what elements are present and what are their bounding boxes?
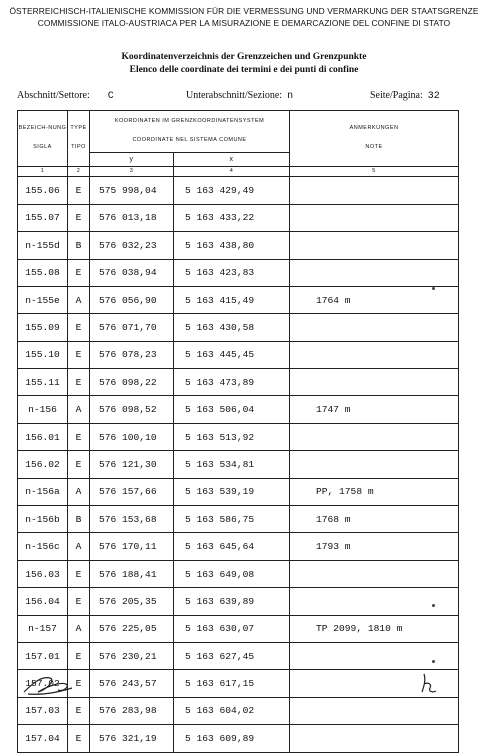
section-value: C [107, 91, 114, 102]
col-header-notes [290, 111, 459, 167]
col-header-y: y [90, 153, 174, 167]
cell-type: E [68, 369, 90, 396]
cell-note [290, 314, 459, 341]
cell-id: 155.07 [18, 204, 68, 231]
cell-y: 576 153,68 [90, 506, 174, 533]
col-header-id [18, 111, 68, 167]
table-row [18, 560, 459, 587]
cell-x: 5 163 645,64 [174, 533, 290, 560]
table-row [18, 341, 459, 368]
col-number-1: 1 [18, 167, 68, 177]
page-label: Seite/Pagina: [370, 90, 423, 101]
cell-x: 5 163 534,81 [174, 451, 290, 478]
table-row [18, 533, 459, 560]
cell-type: B [68, 232, 90, 259]
cell-y: 576 098,22 [90, 369, 174, 396]
table-row [18, 286, 459, 313]
subsection-field [186, 90, 293, 102]
col-header-type [68, 111, 90, 167]
cell-note [290, 259, 459, 286]
cell-id: 157.02 [18, 670, 68, 697]
col-header-note-it: NOTE [365, 144, 383, 151]
cell-note: 1768 m [290, 506, 459, 533]
cell-id: n-155d [18, 232, 68, 259]
cell-y: 576 225,05 [90, 615, 174, 642]
cell-type: E [68, 177, 90, 204]
col-number-4: 4 [174, 167, 290, 177]
cell-note [290, 642, 459, 669]
cell-y: 576 243,57 [90, 670, 174, 697]
cell-x: 5 163 586,75 [174, 506, 290, 533]
cell-id: 155.08 [18, 259, 68, 286]
cell-y: 576 283,98 [90, 697, 174, 724]
col-header-coord-de: KOORDINATEN IM GRENZKOORDINATENSYSTEM [114, 118, 265, 125]
cell-note [290, 341, 459, 368]
cell-x: 5 163 438,80 [174, 232, 290, 259]
section-field [17, 90, 114, 102]
cell-type: E [68, 697, 90, 724]
cell-note [290, 423, 459, 450]
cell-y: 576 230,21 [90, 642, 174, 669]
cell-note [290, 177, 459, 204]
cell-id: 155.10 [18, 341, 68, 368]
table-row [18, 642, 459, 669]
cell-type: A [68, 615, 90, 642]
cell-note [290, 369, 459, 396]
cell-x: 5 163 445,45 [174, 341, 290, 368]
cell-note [290, 588, 459, 615]
coordinates-table [17, 110, 459, 753]
document-title-de: Koordinatenverzeichnis der Grenzzeichen und Grenzpunkte [121, 52, 367, 62]
cell-y: 576 188,41 [90, 560, 174, 587]
cell-y: 576 013,18 [90, 204, 174, 231]
margin-dot [432, 660, 435, 663]
cell-id: 157.03 [18, 697, 68, 724]
table-row [18, 396, 459, 423]
col-header-type-de: TYPE [70, 125, 87, 132]
cell-x: 5 163 430,58 [174, 314, 290, 341]
cell-type: E [68, 204, 90, 231]
cell-x: 5 163 513,92 [174, 423, 290, 450]
subsection-label: Unterabschnitt/Sezione: [186, 90, 283, 101]
table-row [18, 369, 459, 396]
cell-x: 5 163 423,83 [174, 259, 290, 286]
cell-note: 1764 m [290, 286, 459, 313]
table-row [18, 588, 459, 615]
cell-type: E [68, 314, 90, 341]
cell-id: n-156 [18, 396, 68, 423]
cell-y: 576 170,11 [90, 533, 174, 560]
cell-x: 5 163 630,07 [174, 615, 290, 642]
table-row [18, 423, 459, 450]
cell-type: E [68, 259, 90, 286]
col-number-5: 5 [290, 167, 459, 177]
table-row [18, 478, 459, 505]
cell-x: 5 163 627,45 [174, 642, 290, 669]
cell-id: 155.11 [18, 369, 68, 396]
cell-id: n-155e [18, 286, 68, 313]
cell-y: 576 100,10 [90, 423, 174, 450]
cell-y: 576 078,23 [90, 341, 174, 368]
commission-header-it: COMMISSIONE ITALO-AUSTRIACA PER LA MISURAZIONE E DEMARCAZIONE DEL CONFINE DI STATO [37, 18, 451, 28]
cell-type: A [68, 533, 90, 560]
cell-id: 156.03 [18, 560, 68, 587]
cell-x: 5 163 609,89 [174, 725, 290, 752]
cell-y: 576 038,94 [90, 259, 174, 286]
table-row [18, 697, 459, 724]
table-row [18, 506, 459, 533]
cell-id: 157.04 [18, 725, 68, 752]
cell-id: n-156a [18, 478, 68, 505]
cell-note [290, 451, 459, 478]
table-row [18, 204, 459, 231]
cell-y: 575 998,04 [90, 177, 174, 204]
col-number-2: 2 [68, 167, 90, 177]
cell-type: E [68, 642, 90, 669]
cell-type: E [68, 588, 90, 615]
table-row [18, 725, 459, 752]
cell-y: 576 205,35 [90, 588, 174, 615]
cell-x: 5 163 617,15 [174, 670, 290, 697]
cell-x: 5 163 506,04 [174, 396, 290, 423]
cell-x: 5 163 429,49 [174, 177, 290, 204]
cell-y: 576 032,23 [90, 232, 174, 259]
table-row [18, 451, 459, 478]
page-field [370, 90, 440, 102]
table-row [18, 259, 459, 286]
cell-type: E [68, 670, 90, 697]
page-value: 32 [427, 91, 440, 102]
margin-dot [432, 604, 435, 607]
table-row [18, 670, 459, 697]
cell-type: E [68, 423, 90, 450]
cell-type: E [68, 560, 90, 587]
table-row [18, 232, 459, 259]
cell-x: 5 163 539,19 [174, 478, 290, 505]
cell-note [290, 560, 459, 587]
signature-mark-right [418, 672, 442, 696]
table-body [18, 177, 459, 752]
margin-dot [432, 287, 435, 290]
cell-id: 157.01 [18, 642, 68, 669]
cell-id: n-157 [18, 615, 68, 642]
cell-x: 5 163 433,22 [174, 204, 290, 231]
cell-y: 576 121,30 [90, 451, 174, 478]
section-label: Abschnitt/Settore: [17, 90, 90, 101]
col-number-3: 3 [90, 167, 174, 177]
cell-type: B [68, 506, 90, 533]
cell-y: 576 321,19 [90, 725, 174, 752]
cell-y: 576 056,90 [90, 286, 174, 313]
cell-note [290, 725, 459, 752]
cell-id: 155.09 [18, 314, 68, 341]
cell-id: n-156b [18, 506, 68, 533]
cell-x: 5 163 649,08 [174, 560, 290, 587]
cell-x: 5 163 639,89 [174, 588, 290, 615]
cell-note: 1793 m [290, 533, 459, 560]
cell-id: 156.01 [18, 423, 68, 450]
cell-note: TP 2099, 1810 m [290, 615, 459, 642]
cell-type: A [68, 478, 90, 505]
cell-id: n-156c [18, 533, 68, 560]
cell-id: 156.04 [18, 588, 68, 615]
cell-type: E [68, 451, 90, 478]
cell-y: 576 157,66 [90, 478, 174, 505]
cell-y: 576 071,70 [90, 314, 174, 341]
table-row [18, 314, 459, 341]
col-header-x: x [174, 153, 290, 167]
cell-note [290, 697, 459, 724]
col-header-type-it: TIPO [71, 144, 86, 151]
cell-id: 155.06 [18, 177, 68, 204]
col-header-coordinates [90, 111, 290, 153]
table-row [18, 615, 459, 642]
document-title-it: Elenco delle coordinate dei termini e dei punti di confine [129, 65, 359, 75]
cell-type: E [68, 725, 90, 752]
signature-mark-left [20, 668, 80, 698]
cell-note: PP, 1758 m [290, 478, 459, 505]
cell-note [290, 232, 459, 259]
cell-x: 5 163 604,02 [174, 697, 290, 724]
cell-id: 156.02 [18, 451, 68, 478]
cell-type: A [68, 396, 90, 423]
cell-note [290, 204, 459, 231]
cell-note: 1747 m [290, 396, 459, 423]
col-header-id-it: SIGLA [33, 144, 52, 151]
cell-x: 5 163 415,49 [174, 286, 290, 313]
commission-header-de: ÖSTERREICHISCH-ITALIENISCHE KOMMISSION FÜR DIE VERMESSUNG UND VERMARKUNG DER STAATSGRENZE [9, 6, 479, 16]
table-row [18, 177, 459, 204]
cell-x: 5 163 473,89 [174, 369, 290, 396]
subsection-value: n [287, 91, 294, 102]
col-header-note-de: ANMERKUNGEN [349, 125, 399, 132]
cell-type: E [68, 341, 90, 368]
cell-y: 576 098,52 [90, 396, 174, 423]
col-header-id-de: BEZEICH-NUNG [18, 125, 67, 132]
cell-type: A [68, 286, 90, 313]
col-header-coord-it: COORDINATE NEL SISTEMA COMUNE [132, 137, 247, 144]
